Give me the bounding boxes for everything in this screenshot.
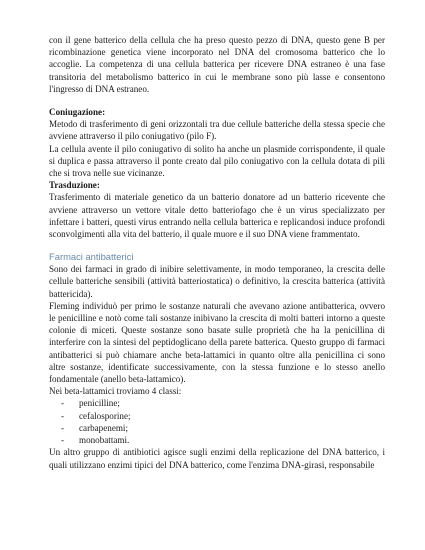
spacer <box>49 95 385 106</box>
trasduzione-heading: Trasduzione: <box>49 180 100 191</box>
intro-paragraph: con il gene batterico della cellula che ha preso questo pezzo di DNA, questo gene B per ricombinazione genetica viene incorporato nel DNA del cromosoma batterico che lo accoglie. La competenza di una cellula batterica per ricevere DNA estraneo è una fase transitoria del metabolismo batterico in cui le membrane sono più lasse e consentono l'ingresso di DNA estraneo. <box>49 35 385 94</box>
farmaci-paragraph-4: Un altro gruppo di antibiotici agisce sugli enzimi della replicazione del DNA batterico, i quali utilizzano enzimi tipici del DNA batterico, come l'enzima DNA-girasi, responsabile <box>49 447 385 470</box>
farmaci-paragraph-1: Sono dei farmaci in grado di inibire selettivamente, in modo temporaneo, la crescita delle cellule batteriche sensibili (attività batteriostatica) o definitivo, la crescita batterica (attività battericida). <box>49 264 385 299</box>
coniugazione-heading: Coniugazione: <box>49 107 106 118</box>
trasduzione-term: Trasduzione <box>49 180 97 191</box>
list-item: - penicilline; <box>61 397 385 409</box>
beta-lattamici-classes-list <box>49 397 385 446</box>
spacer <box>49 240 385 251</box>
trasduzione-definition: Trasferimento di materiale genetico da un batterio donatore ad un batterio ricevente che avviene attraverso un vettore vitale detto batteriofago che è un virus specializzato per infettare i batteri, questi virus entrando nella cellula batterica e replicandosi induce profondi sconvolgimenti alla vita del batterio, il quale muore e il suo DNA viene frammentato. <box>49 192 385 240</box>
coniugazione-term: Coniugazione <box>49 107 103 118</box>
coniugazione-definition: Metodo di trasferimento di geni orizzontali tra due cellule batteriche della stessa specie che avviene attraverso il pilo coniugativo (pilo F). <box>49 119 385 142</box>
list-item: - cefalosporine; <box>61 410 385 422</box>
farmaci-paragraph-3: Nei beta-lattamici troviamo 4 classi: <box>49 386 182 397</box>
list-item: - carbapenemi; <box>61 422 385 434</box>
farmaci-paragraph-2: Fleming individuò per primo le sostanze naturali che avevano azione antibatterica, ovvero le penicilline e notò come tali sostanze inibivano la crescita di molti batteri intorno a queste colonie di miceti. Queste sostanze sono basate sulle proprietà che ha la penicillina di interferire con la sintesi del peptidoglicano della parete batterica. Questo gruppo di farmaci antibatterici si può chiamare anche beta-lattamici in quanto oltre alla penicillina ci sono altre sostanze, identificate successivamente, con la stessa funzione e lo stesso anello fondamentale (anello beta-lattamico). <box>49 300 385 385</box>
farmaci-section-heading: Farmaci antibatterici <box>49 251 134 263</box>
coniugazione-paragraph: La cellula avente il pilo coniugativo di solito ha anche un plasmide corrispondente, il quale si duplica e passa attraverso il ponte creato dal pilo coniugativo con la cellula dotata di pili che si trova nelle sue vicinanze. <box>49 143 385 179</box>
list-item: - monobattami. <box>61 434 385 446</box>
